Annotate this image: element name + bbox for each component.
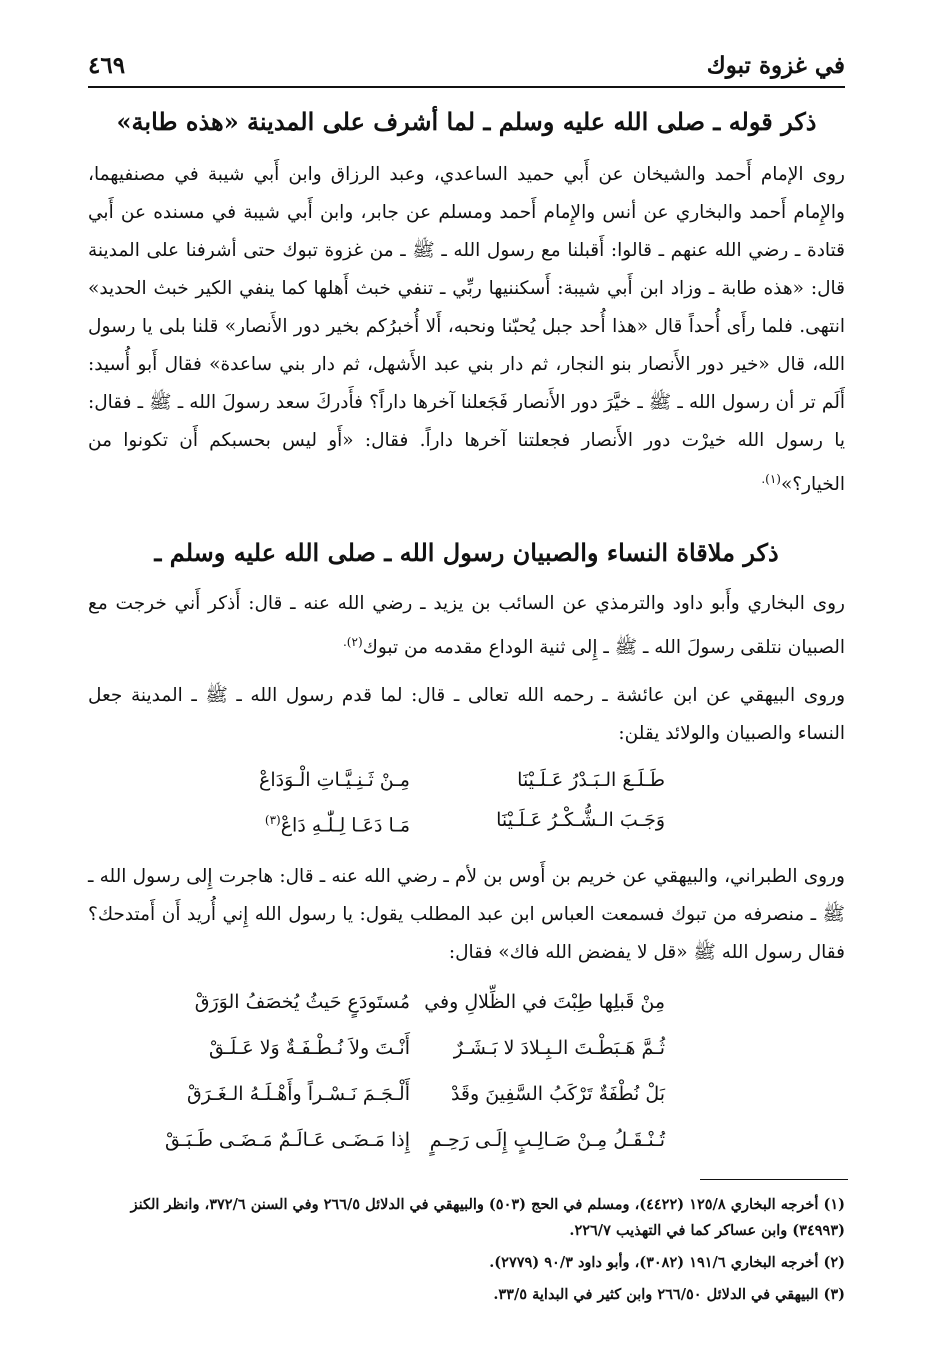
poem-hemistich-first: ثُـمَّ هَـبَطْـتَ الـبِـلادَ لا بَـشَـرٌ <box>453 1037 665 1059</box>
poem-hemistich-first: وَجَـبَ الـشُّـكْـرُ عَـلَـيْنَا <box>496 809 665 831</box>
running-head-title: في غزوة تبوك <box>706 52 845 79</box>
paragraph-taba-text: روى الإمام أَحمد والشيخان عن أَبي حميد الساعدي، وعبد الرزاق وابن أَبي شيبة في مصنفيهما، والإِمام أَحمد والبخاري عن أنس والإِمام أَحمد ومسلم عن جابر، وابن أَبي شيبة في مسنده عن أَبي قتادة ـ رضي الله عنهم ـ قالوا: أَقبلنا مع رسول الله ـ ﷺ ـ من غزوة تبوك حتى أشرفنا على المدينة قال: «هذه طابة ـ وزاد ابن أَبي شيبة: أَسكننيها ربِّي ـ تنفي خبث أَهلها كما ينفي الكير خبث الحديد» انتهى. فلما رأَى أُحداً قال «هذا أُحد جبل يُحبّنا ونحبه، أَلا أُخبرُكم بخير دور الأَنصار» قلنا بلى يا رسول الله، قال «خير دور الأَنصار بنو النجار، ثم دار بني عبد الأَشهل، ثم دار بني ساعدة» فقال أَبو أُسيد: أَلَم تر أن رسول الله ـ ﷺ ـ خيَّرَ دور الأَنصار فَجَعلنا آخرها داراً؟ فأَدركَ سعد رسولَ الله ـ ﷺ ـ فقال: يا رسول الله خيرْت دور الأَنصار فجعلتنا آخرها داراً. فقال: «أَو ليس بحسبكم أَن تكونوا من الخيار؟» <box>88 164 845 496</box>
poem-hemistich-first: طَـلَـعَ الـبَـدْرُ عَـلَـيْنَا <box>517 769 665 791</box>
footnote-ref-3: (٣) <box>264 813 281 827</box>
poem-hemistich-first: تُـنْـقَـلُ مِـنْ صَـالِـبٍ إِلَـى رَحِـمٍ <box>429 1129 665 1151</box>
footnote-divider <box>700 1179 848 1180</box>
poem-hemistich-second: أَلْـجَـمَ نَـسْـراً وأَهْـلَـهُ الـغَـرَقْ <box>186 1083 410 1105</box>
poem-line <box>88 1076 845 1122</box>
paragraph-saib-text: روى البخاري وأَبو داود والترمذي عن السائب بن يزيد ـ رضي الله عنه ـ قال: أَذكر أَني خرجت مع الصبيان نتلقى رسولَ الله ـ ﷺ ـ إِلى ثنية الوداع مقدمه من تبوك <box>88 593 845 659</box>
paragraph-taba <box>88 156 845 504</box>
footnote-2: (٢) أخرجه البخاري ١٩١/٦ (٣٠٨٢)، وأبو داود ٩٠/٣ (٢٧٧٩). <box>489 1254 845 1271</box>
footnote-ref-1: (١). <box>761 472 781 486</box>
footnote-3: (٣) البيهقي في الدلائل ٢٦٦/٥٠ وابن كثير في البداية ٣٣/٥. <box>493 1286 845 1303</box>
paragraph-khuraym: وروى الطبراني، والبيهقي عن خريم بن أَوس بن لأم ـ رضي الله عنه ـ قال: هاجرت إِلى رسول الله ـ ﷺ ـ منصرفه من تبوك فسمعت العباس ابن عبد المطلب يقول: يا رسول الله إِني أُريد أَن أَمتدحك؟ فقال رسول الله ﷺ «قل لا يفضض الله فاك» فقال: <box>88 866 845 963</box>
footnote-1: (١) أخرجه البخاري ١٢٥/٨ (٤٤٢٢)، ومسلم في الحج (٥٠٣) والبيهقي في الدلائل ٢٦٦/٥ وفي السنن ٣٧٢/٦، وانظر الكنز (٣٤٩٩٣) وابن عساكر كما في التهذيب ٢٢٦/٧. <box>130 1196 845 1239</box>
section-heading-women-children: ذكر ملاقاة النساء والصبيان رسول الله ـ صلى الله عليه وسلم ـ <box>154 538 779 567</box>
poem-hemistich-second: أَنْـتَ ولاَ نُـطْـفَـةٌ وَلا عَـلَـقْ <box>209 1037 410 1059</box>
poem-hemistich-first: بَلْ نُطْفَةٌ تَرْكَبُ السَّفِينَ وقَدْ <box>450 1083 665 1105</box>
page-number: ٤٦٩ <box>88 52 126 79</box>
poem-abbas <box>88 984 845 1168</box>
poem-line <box>88 1030 845 1076</box>
paragraph-saib <box>88 585 845 667</box>
footnotes <box>88 1192 845 1314</box>
poem-hemistich-second: مُستَودَعٍ حَيثُ يُخصَفُ الوَرَقْ <box>194 991 410 1013</box>
poem-tala-al-badr <box>88 762 845 842</box>
footnote-ref-2: (٢). <box>342 635 363 649</box>
poem-hemistich-text: مَـا دَعَـا لِـلّٰـهِ دَاعْ <box>280 814 410 837</box>
poem-line <box>88 984 845 1030</box>
poem-hemistich-second <box>170 802 410 843</box>
poem-line <box>88 1122 845 1168</box>
poem-hemistich-second: إِذا مَـضَـى عَـالَـمٌ مَـضَـى طَـبَـقْ <box>165 1129 410 1151</box>
paragraph-aisha: وروى البيهقي عن ابن عائشة ـ رحمه الله تعالى ـ قال: لما قدم رسول الله ـ ﷺ ـ المدينة جعل النساء والصبيان والولائد يقلن: <box>88 685 845 744</box>
poem-line <box>88 802 845 842</box>
poem-line <box>88 762 845 802</box>
running-head <box>88 46 845 88</box>
section-heading-taba: ذكر قوله ـ صلى الله عليه وسلم ـ لما أشرف على المدينة «هذه طابة» <box>116 107 817 136</box>
poem-hemistich-first: مِنْ قَبلِها طِبْتَ في الظِّلالِ وفي <box>424 991 665 1013</box>
poem-hemistich-second: مِـنْ ثَـنِـيَّـاتِ الْـوَدَاعْ <box>259 769 410 791</box>
